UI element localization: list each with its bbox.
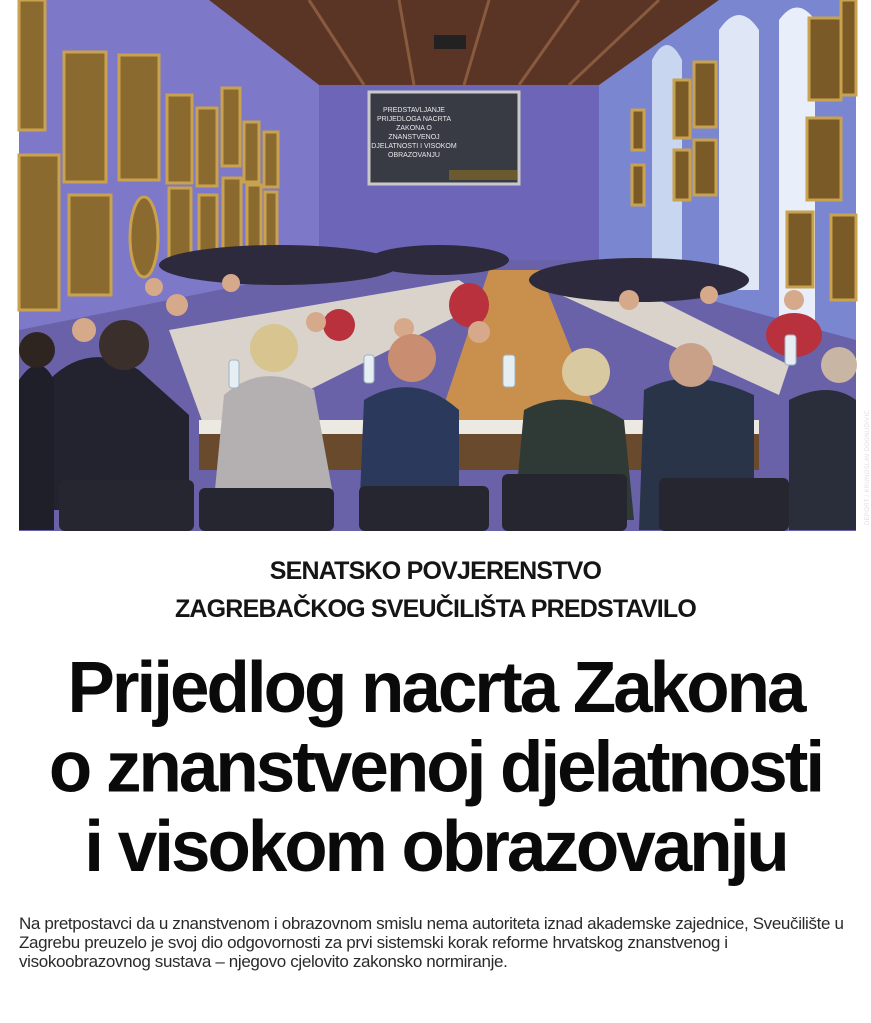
slide-line-3: ZAKONA O <box>396 125 432 132</box>
headline-line-1: Prijedlog nacrta Zakona <box>67 647 804 729</box>
meeting-room-photo <box>19 0 856 531</box>
slide-line-4: ZNANSTVENOJ <box>388 134 440 141</box>
article-photo <box>19 0 871 531</box>
slide-line-1: PREDSTAVLJANJE <box>383 107 445 114</box>
headline <box>0 649 871 888</box>
kicker-line-1: SENATSKO POVJERENSTVO <box>269 557 602 585</box>
lead-paragraph: Na pretpostavci da u znanstvenom i obrazovnom smislu nema autoriteta iznad akademske zajednice, Sveučilište u Zagrebu preuzelo je svoj dio odgovornosti za prvi sistemski korak reforme hrvatskog znanstvenog i visokoobrazovnog sustava – njegovo cjelovito zakonsko normiranje. <box>19 914 844 971</box>
kicker-line-2: ZAGREBAČKOG SVEUČILIŠTA PREDSTAVILO <box>174 595 697 623</box>
slide-line-6: OBRAZOVANJU <box>388 152 440 159</box>
photo-credit: DEPORT / KRUNOSLAV DOGNUDIVIC <box>865 409 871 525</box>
slide-line-5: DJELATNOSTI I VISOKOM <box>371 143 457 150</box>
slide-line-2: PRIJEDLOGA NACRTA <box>376 116 452 123</box>
projector <box>434 35 466 49</box>
headline-line-2: o znanstvenoj djelatnosti <box>48 727 823 808</box>
headline-line-3: i visokom obrazovanju <box>84 806 787 888</box>
